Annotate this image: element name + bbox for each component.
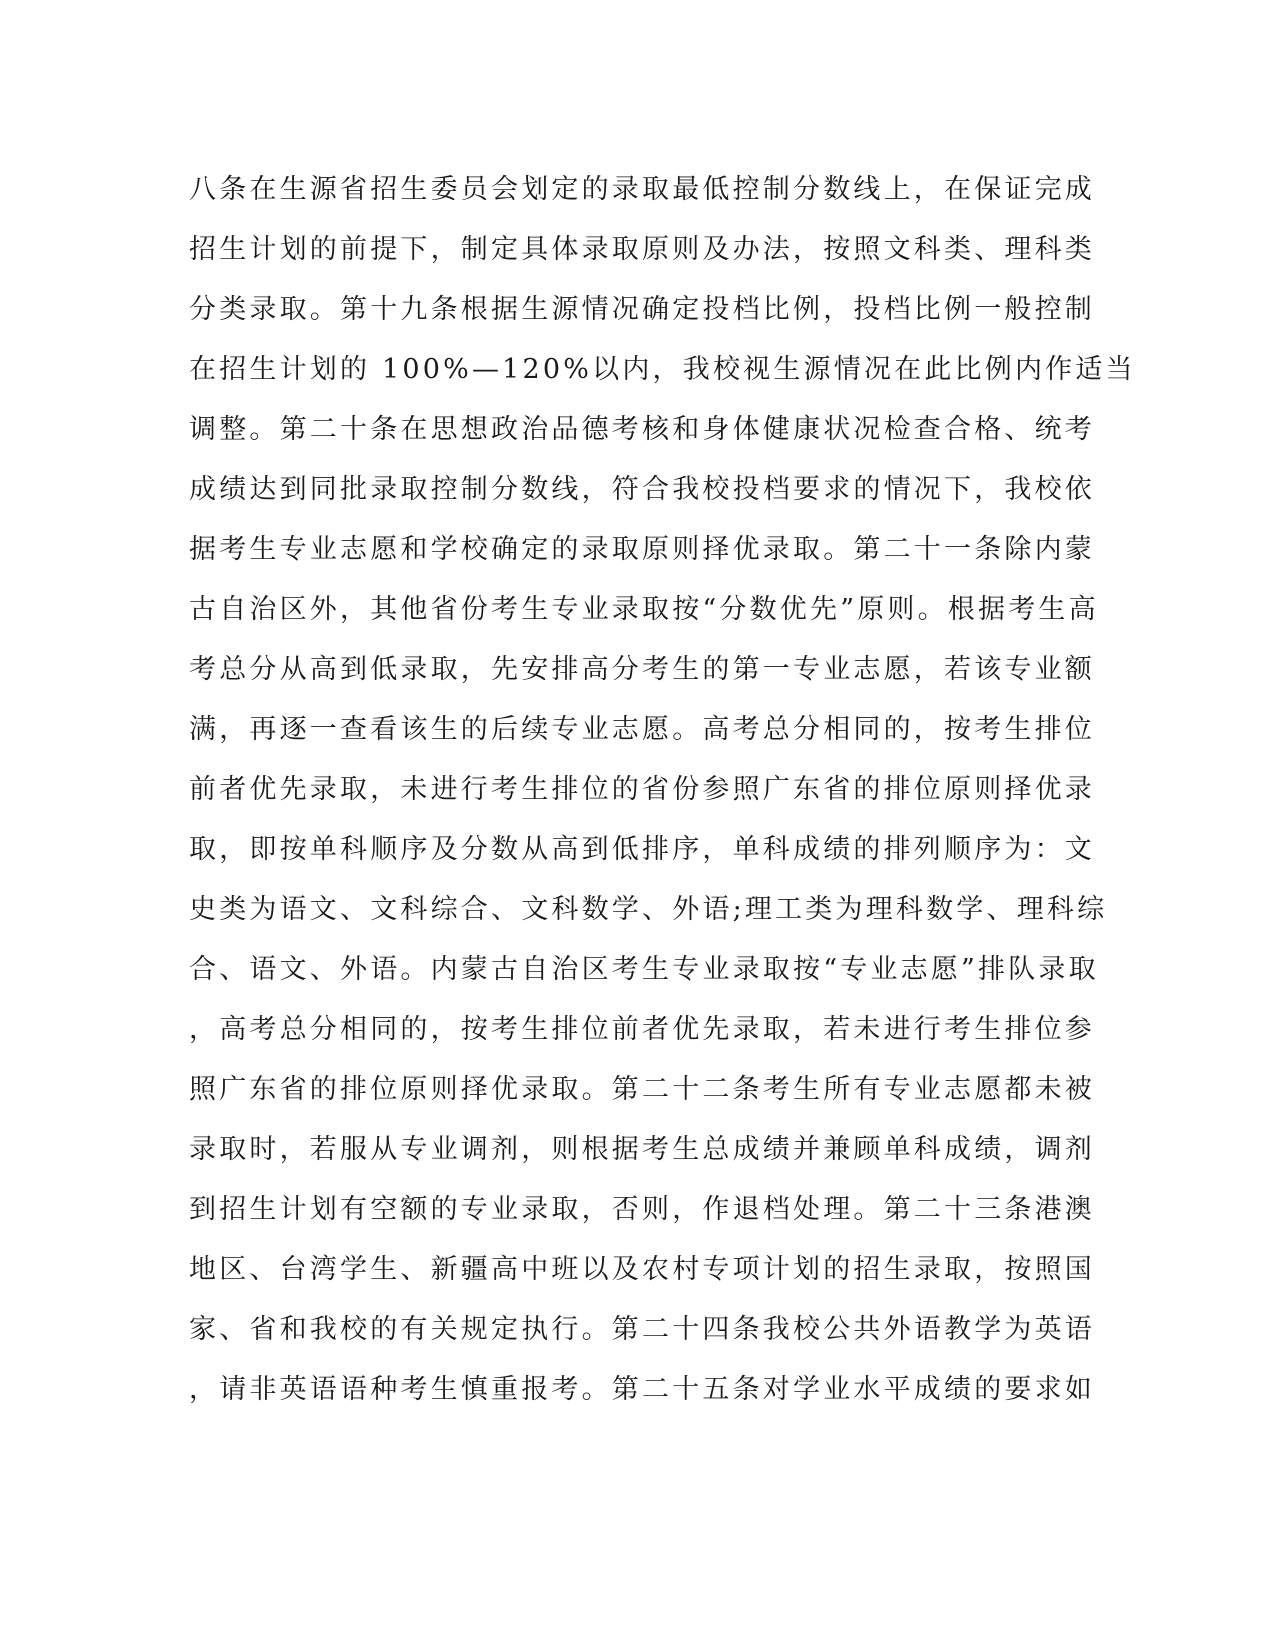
text-line: 合、语文、外语。内蒙古自治区考生专业录取按“专业志愿”排队录取 bbox=[189, 954, 1099, 985]
text-line: 成绩达到同批录取控制分数线，符合我校投档要求的情况下，我校依 bbox=[189, 474, 1095, 505]
text-line: 招生计划的前提下，制定具体录取原则及办法，按照文科类、理科类 bbox=[189, 234, 1095, 265]
text-line: 分类录取。第十九条根据生源情况确定投档比例，投档比例一般控制 bbox=[189, 294, 1095, 325]
text-line: 据考生专业志愿和学校确定的录取原则择优录取。第二十一条除内蒙 bbox=[189, 534, 1095, 565]
text-line: 前者优先录取，未进行考生排位的省份参照广东省的排位原则择优录 bbox=[189, 774, 1095, 805]
text-line: 考总分从高到低录取，先安排高分考生的第一专业志愿，若该专业额 bbox=[189, 654, 1095, 685]
text-line: 到招生计划有空额的专业录取，否则，作退档处理。第二十三条港澳 bbox=[189, 1194, 1095, 1225]
text-line: 古自治区外，其他省份考生专业录取按“分数优先”原则。根据考生高 bbox=[189, 594, 1099, 625]
text-line: 满，再逐一查看该生的后续专业志愿。高考总分相同的，按考生排位 bbox=[189, 714, 1095, 745]
text-line: ，请非英语语种考生慎重报考。第二十五条对学业水平成绩的要求如 bbox=[189, 1374, 1095, 1405]
text-line: ，高考总分相同的，按考生排位前者优先录取，若未进行考生排位参 bbox=[189, 1014, 1095, 1045]
text-line: 地区、台湾学生、新疆高中班以及农村专项计划的招生录取，按照国 bbox=[189, 1254, 1095, 1285]
body-text bbox=[189, 160, 1136, 1420]
text-line: 史类为语文、文科综合、文科数学、外语;理工类为理科数学、理科综 bbox=[189, 894, 1108, 925]
text-line: 家、省和我校的有关规定执行。第二十四条我校公共外语教学为英语 bbox=[189, 1314, 1095, 1345]
text-line: 取，即按单科顺序及分数从高到低排序，单科成绩的排列顺序为：文 bbox=[189, 834, 1095, 865]
text-line: 八条在生源省招生委员会划定的录取最低控制分数线上，在保证完成 bbox=[189, 174, 1095, 205]
text-line: 调整。第二十条在思想政治品德考核和身体健康状况检查合格、统考 bbox=[189, 414, 1095, 445]
text-line: 在招生计划的 100%—120%以内，我校视生源情况在此比例内作适当 bbox=[189, 354, 1136, 385]
text-line: 录取时，若服从专业调剂，则根据考生总成绩并兼顾单科成绩，调剂 bbox=[189, 1134, 1095, 1165]
text-line: 照广东省的排位原则择优录取。第二十二条考生所有专业志愿都未被 bbox=[189, 1074, 1095, 1105]
